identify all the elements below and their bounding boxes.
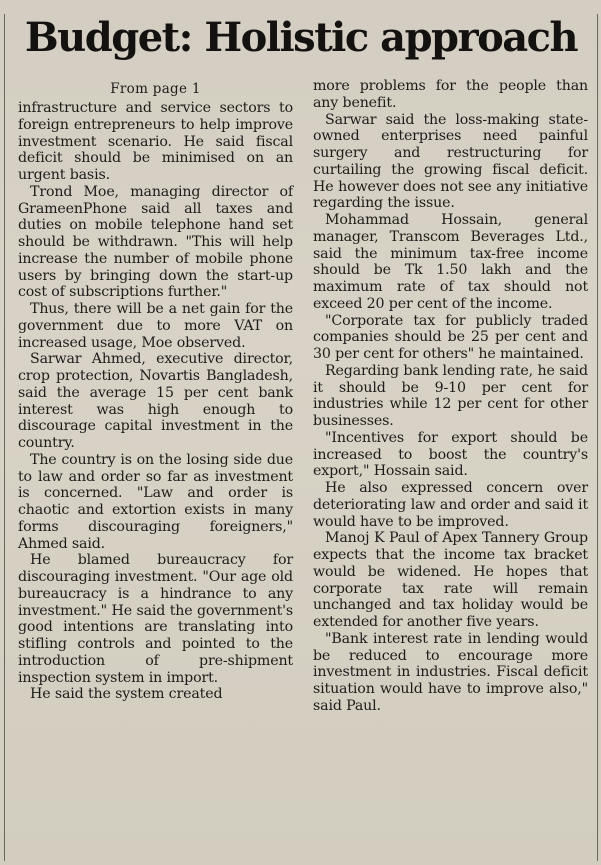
- paragraph: "Incentives for export should be increased to boost the country's export," Hossain said.: [313, 429, 588, 480]
- continued-from-label: From page 1: [110, 81, 201, 97]
- paragraph: more problems for the people than any benefit.: [313, 78, 588, 111]
- paragraph: Sarwar said the loss-making state-owned enterprises need painful surgery and restructuring for curtailing the growing fiscal deficit. He however does not see any initiative regarding the issue.: [313, 111, 588, 212]
- paragraph: "Bank interest rate in lending would be reduced to encourage more investment in industries. Fiscal deficit situation would have to improve also," said Paul.: [313, 630, 588, 714]
- paragraph: Mohammad Hossain, general manager, Transcom Beverages Ltd., said the minimum tax-free income should be Tk 1.50 lakh and the maximum rate of tax should not exceed 20 per cent of the income.: [313, 212, 588, 312]
- paragraph: Thus, there will be a net gain for the government due to more VAT on increased usage, Moe observed.: [18, 301, 293, 351]
- paragraph: The country is on the losing side due to law and order so far as investment is concerned. "Law and order is chaotic and extortion exists in many forms discouraging foreigners," Ahmed said.: [18, 451, 293, 552]
- right-column-rule: [597, 14, 598, 861]
- left-column-rule: [4, 14, 5, 861]
- paragraph: Manoj K Paul of Apex Tannery Group expects that the income tax bracket would be widened. He hopes that corporate tax rate will remain unchanged and tax holiday would be extended for another five years.: [313, 530, 588, 630]
- paragraph: He blamed bureaucracy for discouraging investment. "Our age old bureaucracy is a hindrance to any investment." He said the government's good intentions are translating into stifling controls and pointed to the introduction of pre-shipment inspection system in import.: [18, 552, 293, 686]
- paragraph: Sarwar Ahmed, executive director, crop protection, Novartis Bangladesh, said the average 15 per cent bank interest was high enough to discourage capital investment in the country.: [18, 351, 293, 451]
- column-left: [18, 78, 293, 859]
- column-right: [313, 78, 588, 859]
- paragraph: Trond Moe, managing director of GrameenPhone said all taxes and duties on mobile telephone hand set should be withdrawn. "This will help increase the number of mobile phone users by bringing down the start-up cost of subscriptions further.": [18, 183, 293, 301]
- paragraph: "Corporate tax for publicly traded companies should be 25 per cent and 30 per cent for others" he maintained.: [313, 312, 588, 362]
- paragraph: Regarding bank lending rate, he said it should be 9-10 per cent for industries while 12 per cent for other businesses.: [313, 362, 588, 429]
- paragraph: infrastructure and service sectors to foreign entrepreneurs to help improve investment scenario. He said fiscal deficit should be minimised on an urgent basis.: [18, 100, 293, 183]
- headline: Budget: Holistic approach: [24, 14, 578, 61]
- paragraph: He also expressed concern over deteriorating law and order and said it would have to be improved.: [313, 480, 588, 530]
- article-body: [18, 78, 591, 859]
- paragraph: He said the system created: [30, 686, 223, 703]
